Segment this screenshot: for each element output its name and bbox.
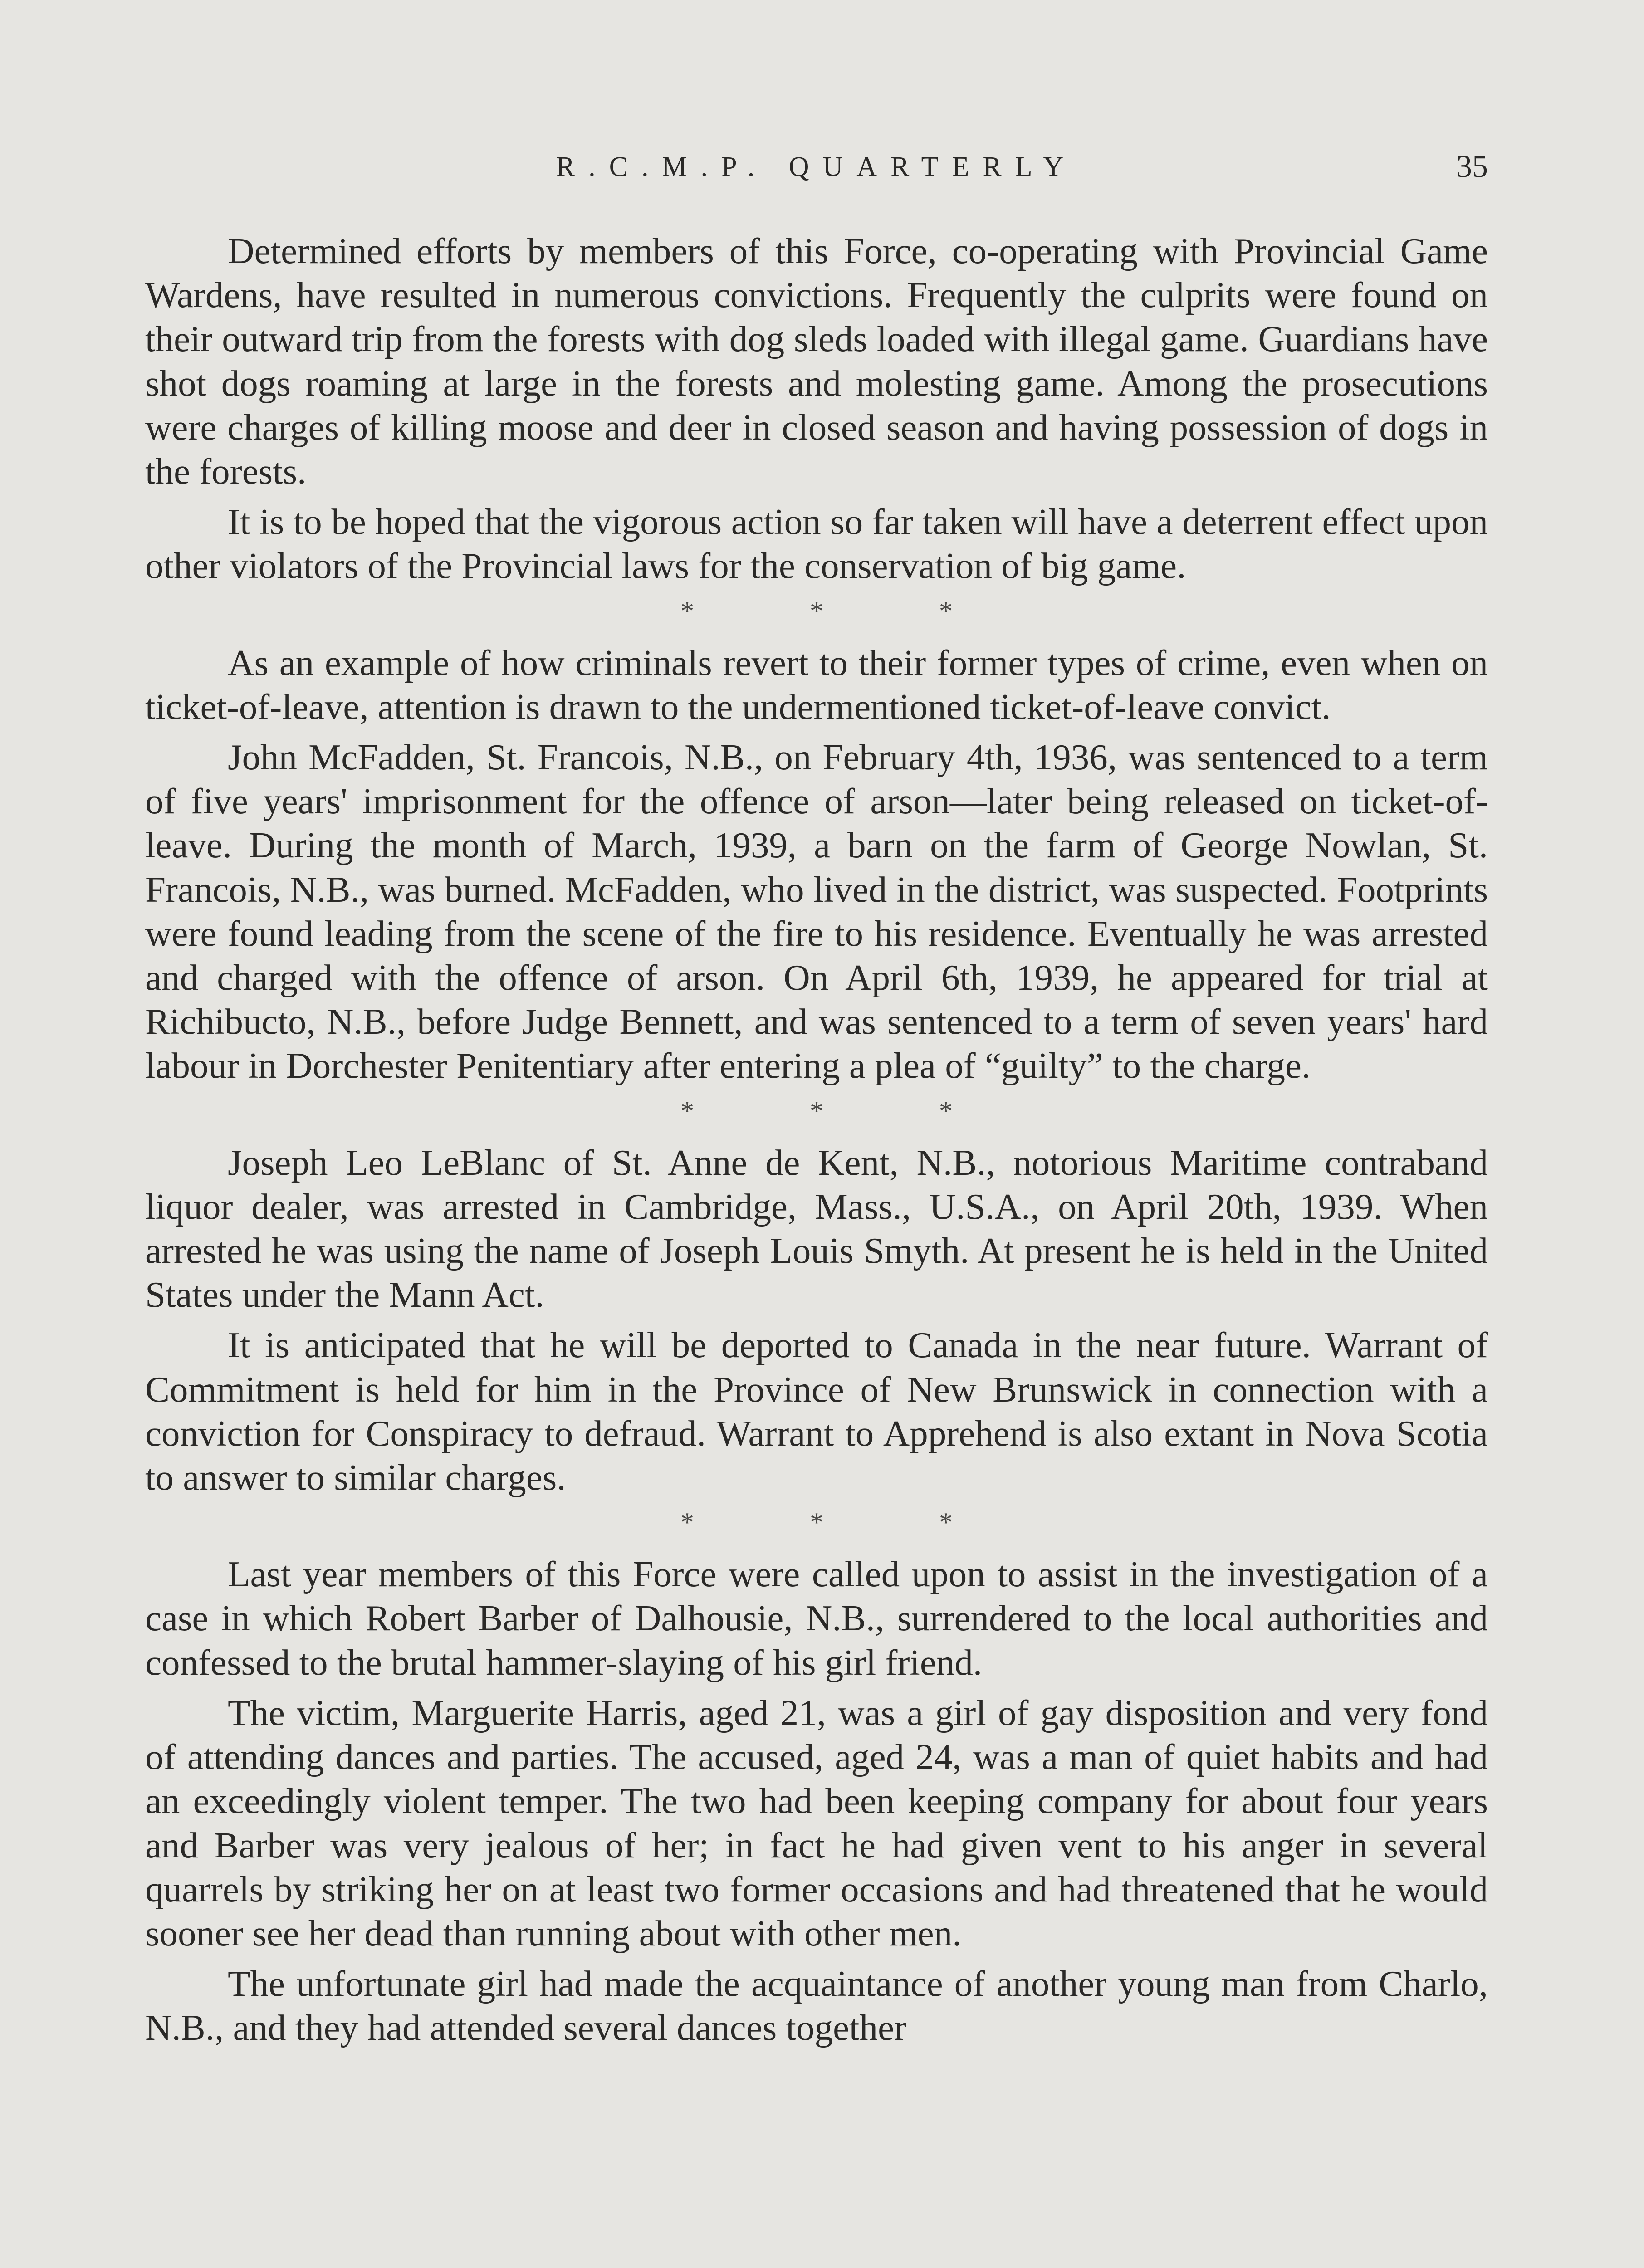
paragraph-acquaintance: The unfortunate girl had made the acquaintance of another young man from Charlo, N.B., and they had attended several dances together bbox=[145, 1963, 1488, 2048]
paragraph-ticket-of-leave: As an example of how criminals revert to their former types of crime, even when on ticket-of-leave, attention is drawn to the undermentioned ticket-of-leave convict. bbox=[145, 642, 1488, 727]
paragraph-mcfadden: John McFadden, St. Francois, N.B., on February 4th, 1936, was sentenced to a term of five years' imprisonment for the offence of arson—later being released on ticket-of-leave. During the month of March, 1939, a barn on the farm of George Nowlan, St. Francois, N.B., was burned. McFadden, who lived in the district, was suspected. Footprints were found leading from the scene of the fire to his residence. Eventually he was arrested and charged with the offence of arson. On April 6th, 1939, he appeared for trial at Richibucto, N.B., before Judge Bennett, and was sentenced to a term of seven years' hard labour in Dorchester Penitentiary after entering a plea of “guilty” to the charge. bbox=[145, 737, 1488, 1086]
paragraph-deportation: It is anticipated that he will be deported to Canada in the near future. Warrant of Commitment is held for him in the Province of New Brunswick in connection with a conviction for Conspiracy to defraud. Warrant to Apprehend is also extant in Nova Scotia to answer to similar charges. bbox=[145, 1325, 1488, 1498]
section-separator: * * * bbox=[680, 1507, 953, 1538]
paragraph-victim: The victim, Marguerite Harris, aged 21, was a girl of gay disposition and very fond of attending dances and parties. The accused, aged 24, was a man of quiet habits and had an exceedingly violent temper. The two had been keeping company for about four years and Barber was very jealous of her; in fact he had given vent to his anger in several quarrels by striking her on at least two former occasions and had threatened that he would sooner see her dead than running about with other men. bbox=[145, 1692, 1488, 1954]
paragraph-leblanc: Joseph Leo LeBlanc of St. Anne de Kent, N.B., notorious Maritime contraband liquor dealer, was arrested in Cambridge, Mass., U.S.A., on April 20th, 1939. When arrested he was using the name of Joseph Louis Smyth. At present he is held in the United States under the Mann Act. bbox=[145, 1142, 1488, 1315]
paragraph-deterrent: It is to be hoped that the vigorous action so far taken will have a deterrent effect upon other violators of the Provincial laws for the conservation of big game. bbox=[145, 501, 1488, 587]
section-separator: * * * bbox=[680, 1095, 953, 1126]
section-separator: * * * bbox=[680, 596, 953, 626]
paragraph-barber-case: Last year members of this Force were called upon to assist in the investigation of a case in which Robert Barber of Dalhousie, N.B., surrendered to the local authorities and confessed to the brutal hammer-slaying of his girl friend. bbox=[145, 1554, 1488, 1683]
running-head bbox=[145, 144, 1488, 190]
page-number: 35 bbox=[1456, 149, 1488, 184]
body-text bbox=[145, 229, 1488, 2050]
journal-title: R.C.M.P. QUARTERLY bbox=[556, 152, 1077, 182]
paragraph-game-wardens: Determined efforts by members of this Force, co-operating with Provincial Game Wardens, have resulted in numerous convictions. Frequently the culprits were found on their outward trip from the forests with dog sleds loaded with illegal game. Guardians have shot dogs roaming at large in the forests and molesting game. Among the prosecutions were charges of killing moose and deer in closed season and having possession of dogs in the forests. bbox=[145, 230, 1488, 492]
